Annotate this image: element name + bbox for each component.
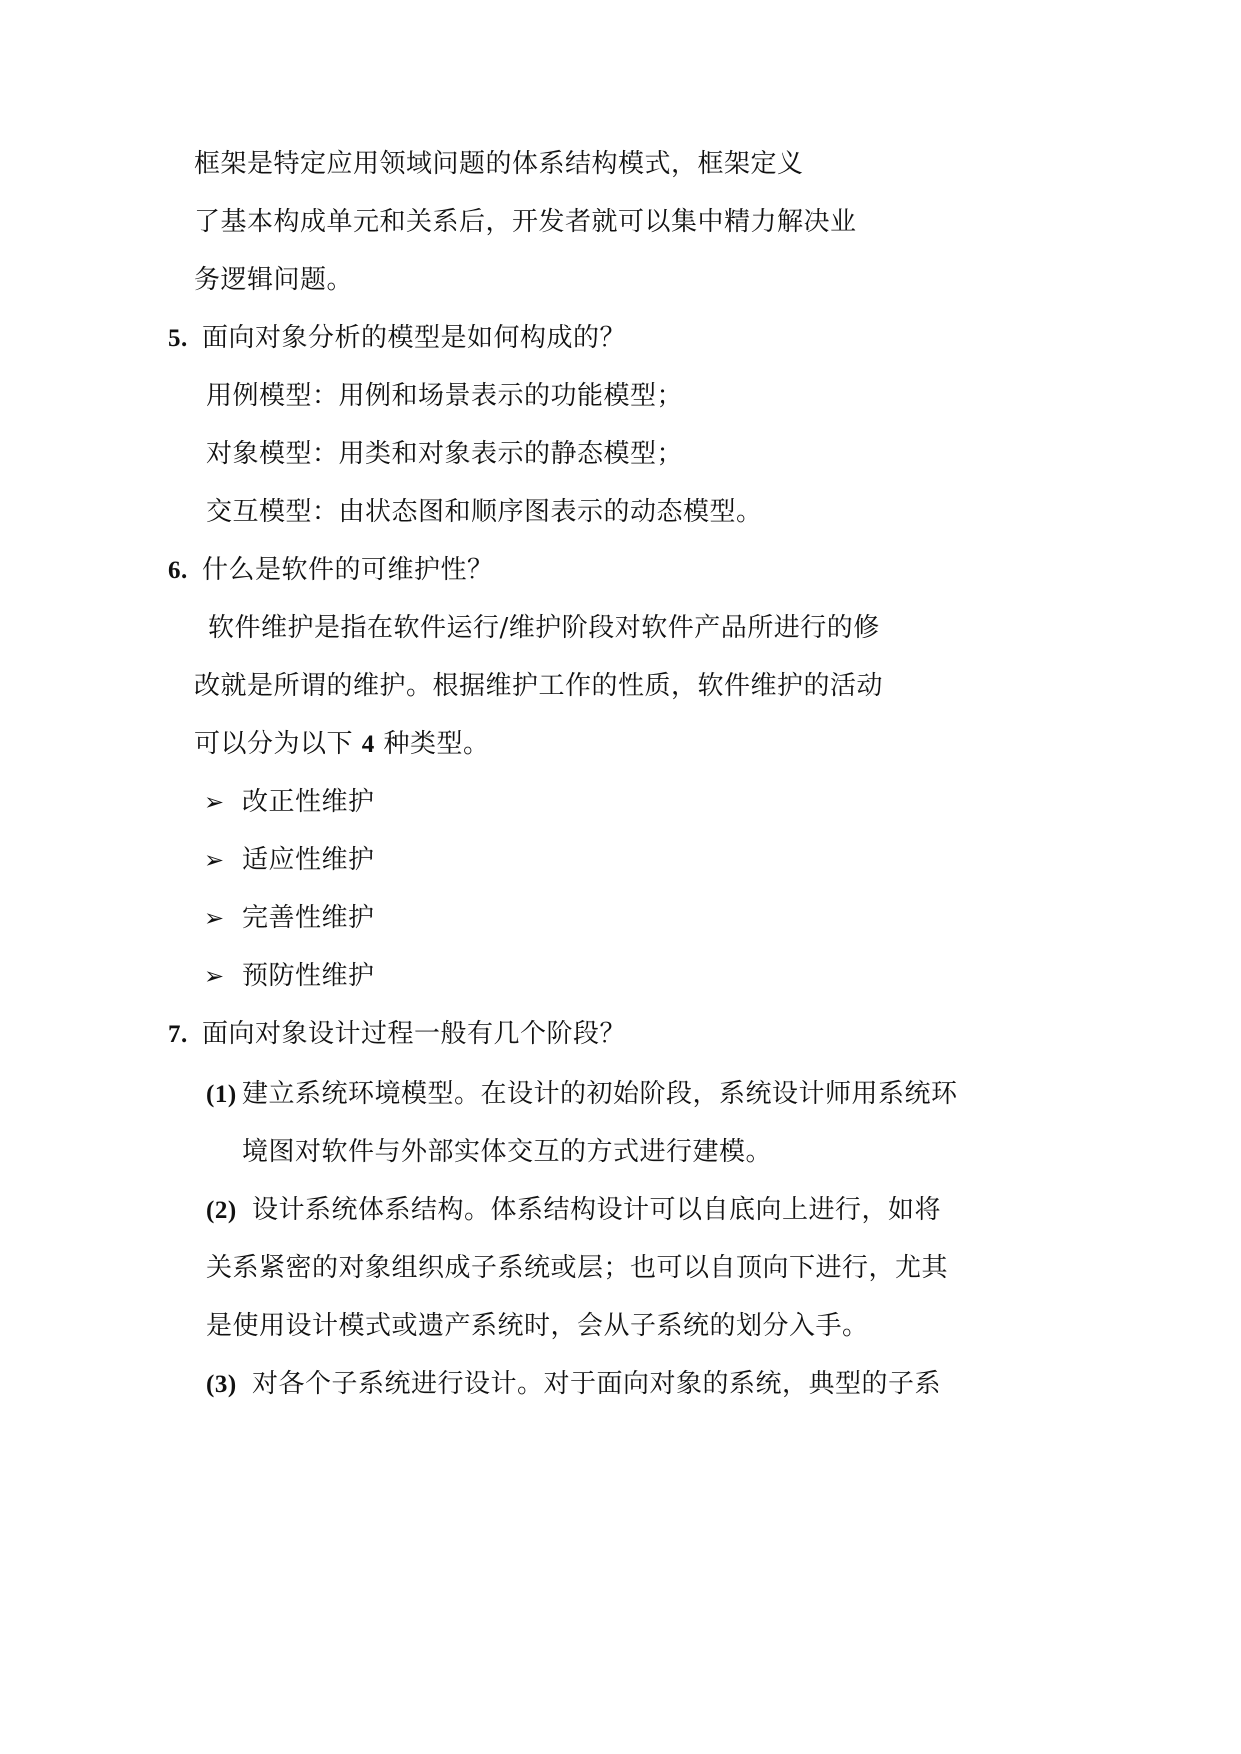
q6-paragraph-line-2: 改就是所谓的维护。根据维护工作的性质，软件维护的活动 (194, 671, 884, 701)
q6-line-3-suffix: 种类型。 (383, 729, 490, 759)
question-6-text: 什么是软件的可维护性？ (202, 555, 494, 585)
bullet-text: 完善性维护 (242, 903, 375, 933)
q7-step-3-line-1 (206, 1368, 941, 1401)
q5-answer-1: 用例模型：用例和场景表示的功能模型； (206, 381, 684, 411)
arrow-bullet-icon: ➢ (204, 904, 225, 932)
question-5-text: 面向对象分析的模型是如何构成的？ (202, 323, 627, 353)
intro-line-1: 框架是特定应用领域问题的体系结构模式，框架定义 (194, 149, 804, 179)
q7-step-1-line-2: 境图对软件与外部实体交互的方式进行建模。 (242, 1137, 773, 1167)
q6-line-3-number: 4 (361, 731, 375, 758)
step-2-text: 设计系统体系结构。体系结构设计可以自底向上进行，如将 (252, 1195, 942, 1225)
step-3-label: (3) (206, 1371, 237, 1398)
q7-step-2-line-3: 是使用设计模式或遗产系统时，会从子系统的划分入手。 (206, 1311, 869, 1341)
q5-answer-2: 对象模型：用类和对象表示的静态模型； (206, 439, 684, 469)
bullet-text: 预防性维护 (242, 961, 375, 991)
q6-paragraph-line-1: 软件维护是指在软件运行/维护阶段对软件产品所进行的修 (208, 613, 880, 643)
step-1-text: 建立系统环境模型。在设计的初始阶段，系统设计师用系统环 (242, 1079, 958, 1109)
q6-paragraph-line-3 (194, 728, 490, 761)
question-6-number: 6. (168, 557, 188, 584)
bullet-item (204, 844, 375, 876)
q7-step-2-line-2: 关系紧密的对象组织成子系统或层；也可以自顶向下进行，尤其 (206, 1253, 949, 1283)
question-7 (168, 1018, 626, 1051)
step-2-label: (2) (206, 1197, 237, 1224)
arrow-bullet-icon: ➢ (204, 788, 225, 816)
question-6 (168, 554, 494, 587)
arrow-bullet-icon: ➢ (204, 846, 225, 874)
bullet-item (204, 960, 375, 992)
q7-step-1-line-1 (206, 1078, 958, 1111)
q6-line-3-prefix: 可以分为以下 (194, 729, 354, 759)
step-3-text: 对各个子系统进行设计。对于面向对象的系统，典型的子系 (252, 1369, 942, 1399)
question-7-number: 7. (168, 1021, 188, 1048)
question-5-number: 5. (168, 325, 188, 352)
bullet-item (204, 786, 375, 818)
q7-step-2-line-1 (206, 1194, 941, 1227)
intro-line-2: 了基本构成单元和关系后，开发者就可以集中精力解决业 (194, 207, 857, 237)
question-7-text: 面向对象设计过程一般有几个阶段？ (202, 1019, 627, 1049)
question-5 (168, 322, 626, 355)
intro-line-3: 务逻辑问题。 (194, 265, 354, 295)
bullet-text: 适应性维护 (242, 845, 375, 875)
q5-answer-3: 交互模型：由状态图和顺序图表示的动态模型。 (206, 497, 763, 527)
bullet-text: 改正性维护 (242, 787, 375, 817)
arrow-bullet-icon: ➢ (204, 962, 225, 990)
step-1-label: (1) (206, 1081, 237, 1108)
bullet-item (204, 902, 375, 934)
